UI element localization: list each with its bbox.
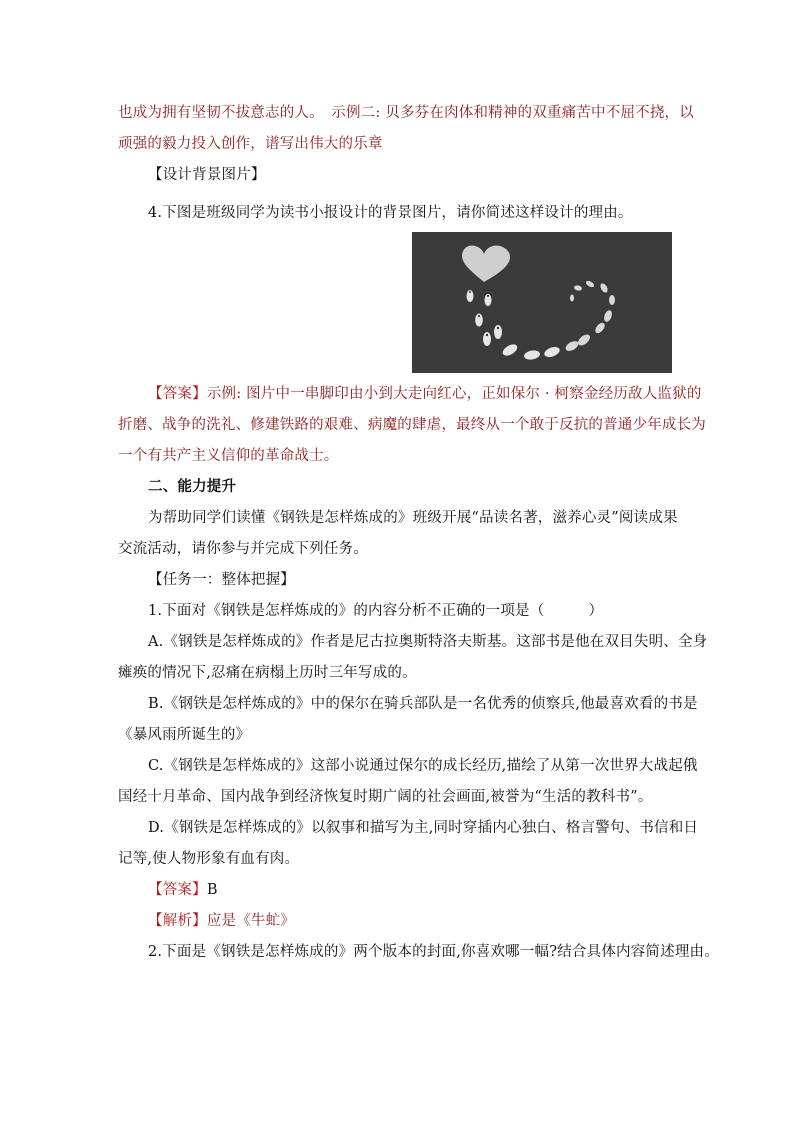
option-d-line-1: D.《钢铁是怎样炼成的》以叙事和描写为主,同时穿插内心独白、格言警句、书信和日 (148, 820, 699, 836)
option-d-line-2: 记等,使人物形象有血有肉。 (118, 851, 300, 867)
heart-footprints-image (412, 232, 672, 373)
explanation (148, 911, 678, 931)
option-a-line-2: 瘫痪的情况下,忍痛在病榻上历时三年写成的。 (118, 665, 417, 681)
question-1: 1.下面对《钢铁是怎样炼成的》的内容分析不正确的一项是（ ） (148, 603, 604, 619)
intro-line-2: 交流活动，请你参与并完成下列任务。 (118, 541, 368, 557)
intro-line-1: 为帮助同学们读懂《钢铁是怎样炼成的》班级开展“品读名著，滋养心灵”阅读成果 (148, 510, 678, 526)
answer-1-line-1 (148, 384, 702, 404)
footprints-right (564, 280, 615, 353)
heart-shape (462, 245, 510, 282)
task-1-heading: 【任务一：整体把握】 (148, 572, 295, 588)
option-a-line-1: A.《钢铁是怎样炼成的》作者是尼古拉奥斯特洛夫斯基。这部书是他在双目失明、全身 (148, 634, 708, 650)
answer-continuation-line-1: 也成为拥有坚韧不拔意志的人。 示例二: 贝多芬在肉体和精神的双重痛苦中不屈不挠，以 (118, 105, 694, 121)
question-4: 4.下图是班级同学为读书小报设计的背景图片，请你简述这样设计的理由。 (148, 205, 633, 221)
answer-tag: 【答案】 (148, 882, 207, 898)
question-2: 2.下面是《钢铁是怎样炼成的》两个版本的封面,你喜欢哪一幅?结合具体内容简述理由。 (148, 944, 719, 960)
section-heading-design-background: 【设计背景图片】 (148, 167, 266, 183)
answer-1-line-2: 折磨、战争的洗礼、修建铁路的艰难、病魔的肆虐，最终从一个敢于反抗的普通少年成长为 (118, 417, 706, 433)
answer-1-text: 示例: 图片中一串脚印由小到大走向红心，正如保尔 · 柯察金经历敌人监狱的 (206, 386, 702, 402)
answer-tag: 【答案】 (148, 386, 207, 402)
option-b-line-1: B.《钢铁是怎样炼成的》中的保尔在骑兵部队是一名优秀的侦察兵,他最喜欢看的书是 (148, 696, 698, 712)
answer-1-line-3: 一个有共产主义信仰的革命战士。 (118, 448, 339, 464)
explanation-tag: 【解析】 (148, 913, 207, 929)
answer-2 (148, 880, 678, 900)
option-c-line-1: C.《钢铁是怎样炼成的》这部小说通过保尔的成长经历,描绘了从第一次世界大战起俄 (148, 758, 698, 774)
explanation-text: 应是《牛虻》 (206, 913, 296, 929)
option-b-line-2: 《暴风雨所诞生的》 (118, 727, 251, 743)
section-heading-ability: 二、能力提升 (148, 478, 237, 495)
answer-2-text: B (206, 882, 218, 898)
answer-continuation-line-2: 顽强的毅力投入创作，谱写出伟大的乐章 (118, 136, 383, 152)
option-c-line-2: 国经十月革命、国内战争到经济恢复时期广阔的社会画面,被誉为“生活的教科书”。 (118, 789, 653, 805)
footprints-left (467, 290, 562, 361)
